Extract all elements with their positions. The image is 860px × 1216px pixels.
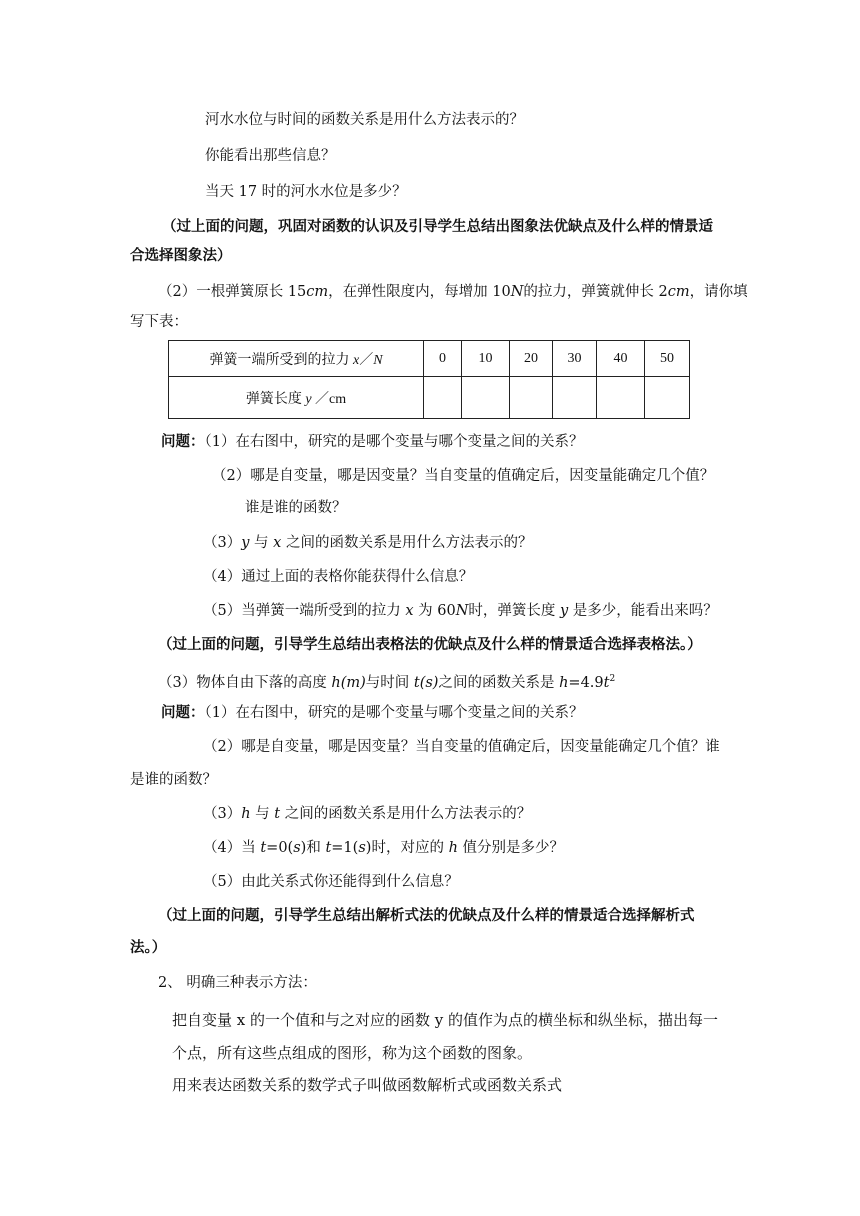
table-cell (553, 377, 597, 419)
question-line: （2）哪是自变量，哪是因变量？当自变量的值确定后，因变量能确定几个值？ (212, 468, 715, 484)
question-line: 问题：（1）在右图中，研究的是哪个变量与哪个变量之间的关系？ (161, 433, 584, 450)
question-line: （5）由此关系式你还能得到什么信息？ (203, 874, 459, 890)
table-cell (462, 377, 510, 419)
table-cell: 40 (597, 341, 645, 377)
table-cell: 50 (645, 341, 690, 377)
table-cell: 30 (553, 341, 597, 377)
table-cell (510, 377, 553, 419)
table-cell (645, 377, 690, 419)
question-line: 是谁的函数？ (130, 772, 217, 788)
problem-3: （3）物体自由下落的高度 h(m)与时间 t(s)之间的函数关系是 $h=4.9t^2$ (158, 674, 616, 691)
text-line: 当天 17 时的河水水位是多少？ (205, 184, 407, 200)
table-cell: 20 (510, 341, 553, 377)
question-line: （4）当 t=0(s)和 t=1(s)时，对应的 h 值分别是多少？ (203, 840, 565, 856)
section-heading: 2、 明确三种表示方法： (158, 975, 317, 991)
text-line: 用来表达函数关系的数学式子叫做函数解析式或函数关系式 (172, 1076, 563, 1094)
table-cell (597, 377, 645, 419)
table-row (169, 377, 690, 419)
question-line: 问题：（1）在右图中，研究的是哪个变量与哪个变量之间的关系？ (161, 704, 584, 721)
bold-note: （过上面的问题，引导学生总结出表格法的优缺点及什么样的情景适合选择表格法。） (158, 636, 702, 653)
table-header-cell: 弹簧一端所受到的拉力 x／N (169, 341, 424, 377)
question-line: （3）h 与 t 之间的函数关系是用什么方法表示的？ (203, 806, 532, 822)
question-line: （4）通过上面的表格你能获得什么信息？ (203, 569, 474, 585)
text-line: 把自变量 x 的一个值和与之对应的函数 y 的值作为点的横坐标和纵坐标，描出每一 (172, 1011, 719, 1029)
table-cell (424, 377, 462, 419)
bold-note: 合选择图象法） (130, 247, 232, 264)
problem-2: （2）一根弹簧原长 15cm，在弹性限度内，每增加 10N的拉力，弹簧就伸长 2cm，请你填 (158, 284, 748, 300)
bold-note: （过上面的问题，巩固对函数的认识及引导学生总结出图象法优缺点及什么样的情景适 (162, 218, 713, 235)
table-cell: 0 (424, 341, 462, 377)
spring-table (168, 340, 690, 419)
bold-note: （过上面的问题，引导学生总结出解析式法的优缺点及什么样的情景适合选择解析式 (158, 907, 695, 924)
text-line: 你能看出那些信息？ (205, 148, 336, 164)
text-line: 写下表： (130, 314, 188, 330)
question-line: 谁是谁的函数？ (245, 500, 347, 516)
table-header-cell: 弹簧长度 y ／cm (169, 377, 424, 419)
table-row (169, 341, 690, 377)
question-line: （3）y 与 x 之间的函数关系是用什么方法表示的？ (203, 535, 533, 551)
table-cell: 10 (462, 341, 510, 377)
text-line: 河水水位与时间的函数关系是用什么方法表示的？ (205, 112, 524, 128)
bold-note: 法。） (130, 939, 167, 956)
question-line: （2）哪是自变量，哪是因变量？当自变量的值确定后，因变量能确定几个值？谁 (203, 739, 720, 755)
question-line: （5）当弹簧一端所受到的拉力 x 为 60N时，弹簧长度 y 是多少，能看出来吗？ (203, 603, 718, 619)
text-line: 个点，所有这些点组成的图形，称为这个函数的图象。 (172, 1044, 533, 1062)
